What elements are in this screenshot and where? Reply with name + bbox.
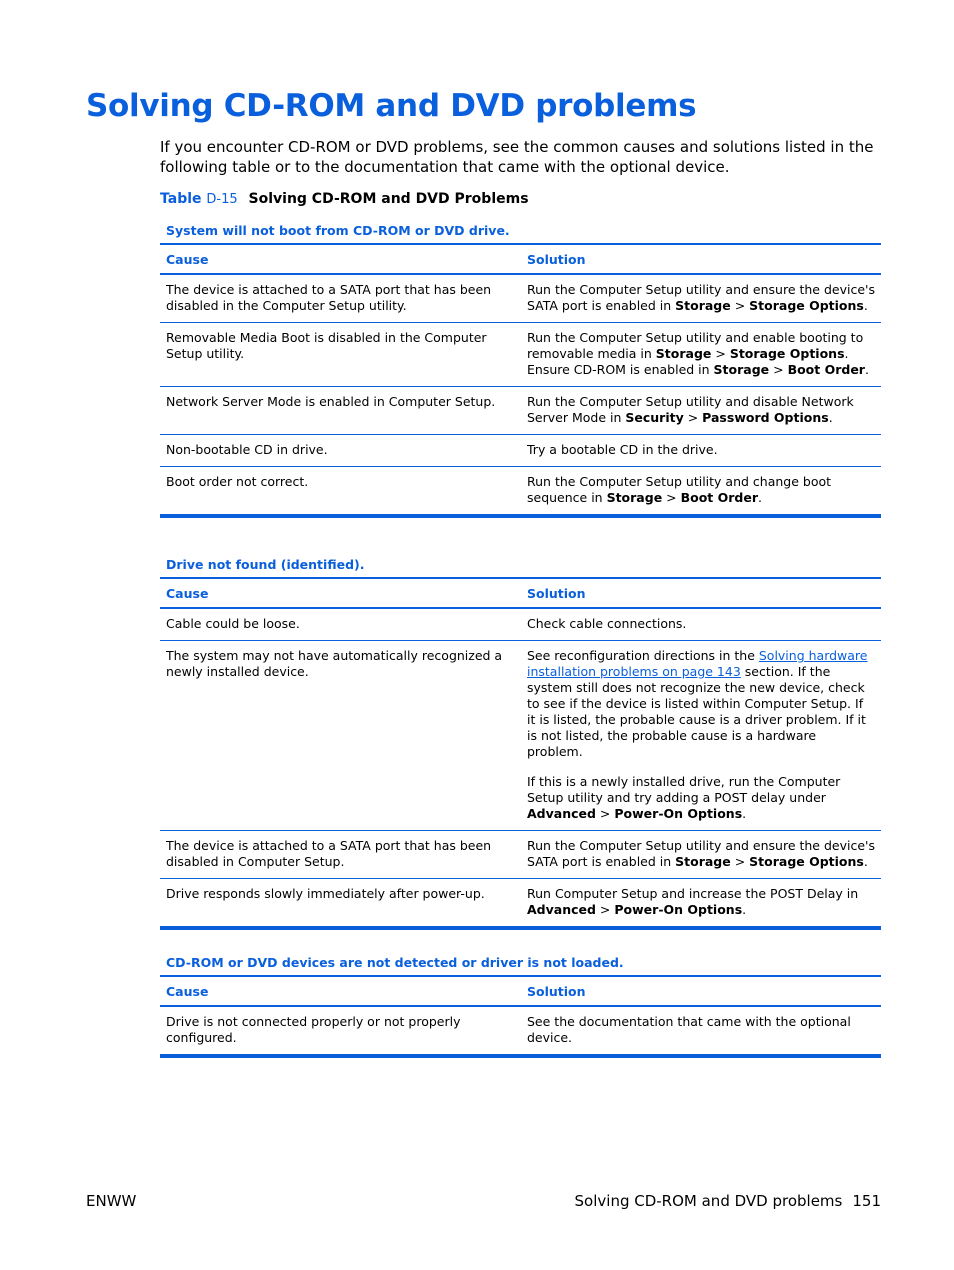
solution-text: Run the Computer Setup utility and disable Network Server Mode in <box>527 394 854 425</box>
solution-text: > <box>711 346 730 361</box>
section-title: System will not boot from CD-ROM or DVD drive. <box>166 223 510 238</box>
table-caption-label: Table <box>160 191 202 207</box>
solution-text: . <box>863 298 868 313</box>
solution-text: Run the Computer Setup utility and change boot sequence in <box>527 474 832 505</box>
solution-text: . <box>758 490 762 505</box>
menu-path-term: Boot Order <box>787 362 865 377</box>
solution-paragraph <box>527 838 875 870</box>
cause-cell: Cable could be loose. <box>166 616 300 631</box>
solution-text: section. If the system still does not recognize the new device, check to see if the device is listed within Computer Setup. If it is listed, the probable cause is a driver problem. If it is not listed, the probable cause is a hardware problem. <box>527 664 866 759</box>
cause-cell: Boot order not correct. <box>160 467 521 517</box>
table-row <box>160 467 881 517</box>
menu-path-term: Security <box>625 410 684 425</box>
solution-text: > <box>595 806 615 821</box>
menu-path-term: Storage <box>713 362 770 377</box>
menu-path-term: Password Options <box>702 410 829 425</box>
menu-path-term: Advanced <box>527 806 596 821</box>
table-caption-number: D-15 <box>206 192 238 207</box>
section-not-detected <box>160 945 881 1058</box>
table-row <box>160 1006 881 1056</box>
menu-path-term: Power-On Options <box>614 902 743 917</box>
solution-text: . <box>863 854 868 869</box>
solution-paragraph <box>527 442 875 458</box>
solution-paragraph <box>527 330 875 378</box>
table-row <box>160 608 881 641</box>
solution-text: . <box>828 410 833 425</box>
table-caption-title: Solving CD-ROM and DVD Problems <box>248 191 529 207</box>
solution-text: . <box>864 362 869 377</box>
menu-path-term: Storage <box>606 490 663 505</box>
cause-cell: The device is attached to a SATA port that has been disabled in Computer Setup. <box>160 831 521 879</box>
solution-text: > <box>730 854 750 869</box>
solution-text: > <box>730 298 750 313</box>
menu-path-term: Power-On Options <box>614 806 743 821</box>
page-title: Solving CD-ROM and DVD problems <box>86 88 697 124</box>
section-drive-not-found <box>160 547 881 930</box>
solution-text: . <box>742 902 747 917</box>
cross-reference-link[interactable]: Solving hardware installation problems on page 143 <box>527 648 868 679</box>
solution-text: If this is a newly installed drive, run the Computer Setup utility and try adding a POST delay under <box>527 774 841 805</box>
solution-column-header: Solution <box>521 976 881 1006</box>
solution-cell <box>521 467 881 517</box>
solution-column-header: Solution <box>521 578 881 608</box>
table-row <box>160 387 881 435</box>
section-title: CD-ROM or DVD devices are not detected or driver is not loaded. <box>166 955 624 970</box>
solution-paragraph <box>527 616 875 632</box>
menu-path-term: Storage Options <box>729 346 845 361</box>
solution-text: See the documentation that came with the optional device. <box>527 1014 851 1045</box>
intro-paragraph: If you encounter CD-ROM or DVD problems, see the common causes and solutions listed in the following table or to the documentation that came with the optional device. <box>160 138 874 176</box>
table-header-row <box>160 244 881 274</box>
solution-text: Run the Computer Setup utility and ensure the device's SATA port is enabled in <box>527 282 875 313</box>
cause-column-header: Cause <box>160 244 521 274</box>
table-row <box>160 641 881 831</box>
cause-column-header: Cause <box>160 578 521 608</box>
cause-cell: Drive is not connected properly or not properly configured. <box>166 1014 461 1045</box>
solution-text: > <box>662 490 681 505</box>
solution-cell <box>521 435 881 467</box>
solution-paragraph <box>527 774 875 822</box>
solution-cell <box>521 1006 881 1056</box>
cause-cell: Non-bootable CD in drive. <box>160 435 521 467</box>
solution-text: Check cable connections. <box>527 616 687 631</box>
troubleshooting-table <box>160 243 881 518</box>
solution-paragraph <box>527 886 875 918</box>
solution-cell <box>521 831 881 879</box>
solution-text: Run the Computer Setup utility and enable booting to removable media in <box>527 330 864 361</box>
solution-text: > <box>595 902 615 917</box>
footer-right <box>575 1192 881 1210</box>
solution-text: Run Computer Setup and increase the POST Delay in <box>527 886 859 901</box>
solution-cell <box>521 608 881 641</box>
solution-text: > <box>683 410 703 425</box>
solution-cell <box>521 274 881 323</box>
table-caption <box>160 191 529 207</box>
table-header-row <box>160 578 881 608</box>
menu-path-term: Boot Order <box>680 490 759 505</box>
cause-cell: Network Server Mode is enabled in Computer Setup. <box>160 387 521 435</box>
table-row <box>160 274 881 323</box>
table-row <box>160 435 881 467</box>
solution-paragraph <box>527 282 875 314</box>
table-row <box>160 831 881 879</box>
page-number: 151 <box>852 1192 881 1210</box>
menu-path-term: Storage Options <box>749 298 864 313</box>
solution-cell <box>521 641 881 831</box>
solution-text: > <box>769 362 788 377</box>
menu-path-term: Storage Options <box>749 854 864 869</box>
solution-text: Try a bootable CD in the drive. <box>527 442 718 457</box>
menu-path-term: Storage <box>675 298 731 313</box>
cause-cell: The device is attached to a SATA port that has been disabled in the Computer Setup utility. <box>166 282 492 313</box>
solution-paragraph <box>527 394 875 426</box>
menu-path-term: Advanced <box>527 902 596 917</box>
cause-column-header: Cause <box>160 976 521 1006</box>
cause-cell: Removable Media Boot is disabled in the Computer Setup utility. <box>160 323 521 387</box>
cause-cell: The system may not have automatically recognized a newly installed device. <box>160 641 521 831</box>
solution-paragraph <box>527 648 875 760</box>
troubleshooting-table <box>160 577 881 930</box>
solution-text: . <box>742 806 747 821</box>
cause-cell: Drive responds slowly immediately after power-up. <box>160 879 521 929</box>
solution-cell <box>521 879 881 929</box>
solution-cell <box>521 323 881 387</box>
solution-text: Run the Computer Setup utility and ensure the device's SATA port is enabled in <box>527 838 875 869</box>
solution-text: See reconfiguration directions in the <box>527 648 759 663</box>
section-title: Drive not found (identified). <box>166 557 365 572</box>
menu-path-term: Storage <box>675 854 731 869</box>
footer-left-label: ENWW <box>86 1192 137 1210</box>
solution-paragraph <box>527 1014 875 1046</box>
solution-cell <box>521 387 881 435</box>
table-row <box>160 879 881 929</box>
solution-column-header: Solution <box>521 244 881 274</box>
solution-text: . Ensure CD-ROM is enabled in <box>527 346 849 377</box>
table-header-row <box>160 976 881 1006</box>
solution-paragraph <box>527 474 875 506</box>
section-boot-failure <box>160 213 881 518</box>
footer-section-title: Solving CD-ROM and DVD problems <box>574 1192 843 1210</box>
table-row <box>160 323 881 387</box>
menu-path-term: Storage <box>655 346 712 361</box>
troubleshooting-table <box>160 975 881 1058</box>
